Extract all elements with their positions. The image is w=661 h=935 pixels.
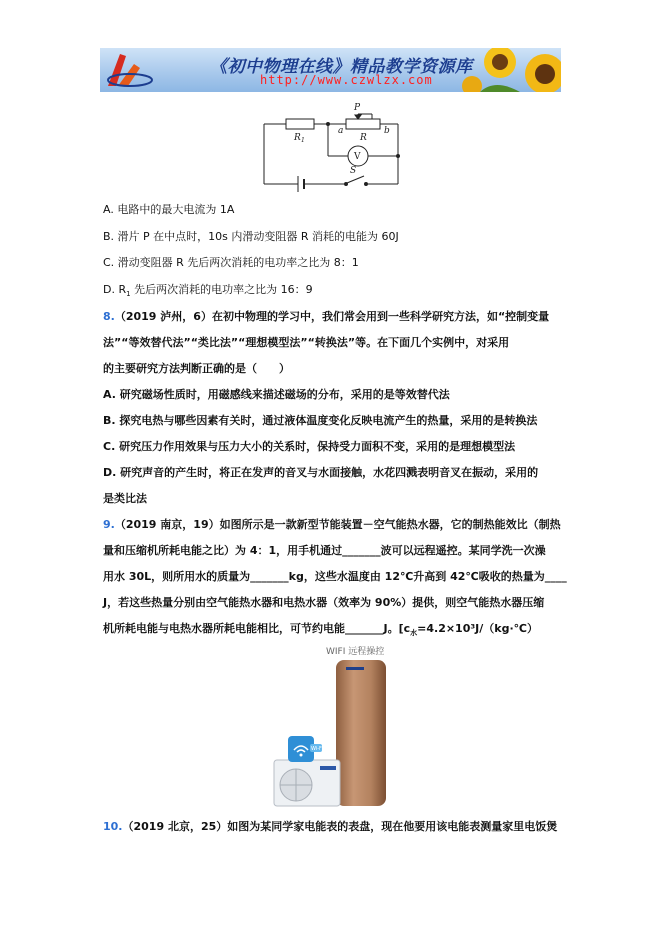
logo-icon [108,54,152,86]
q8-source: （2019 泸州，6） [114,310,212,323]
q10-number: 10. [103,820,123,833]
q10-source: （2019 北京，25） [122,820,228,833]
heater-caption: WIFI 远程操控 [326,647,385,657]
label-r1-sub: 1 [301,137,305,144]
q7-option-d [103,283,563,301]
switch [347,176,364,183]
label-s: S [350,166,357,176]
q10-line-1 [103,820,563,834]
label-r: R [360,133,367,143]
q9-source: （2019 南京，19） [114,518,220,531]
q8-option-a: A. 研究磁场性质时，用磁感线来描述磁场的分布，采用的是等效替代法 [103,388,450,401]
q7-option-d-sub: 1 [126,290,131,299]
q7-option-b: B. 滑片 P 在中点时，10s 内滑动变阻器 R 消耗的电能为 60J [103,230,399,243]
label-b: b [384,126,390,136]
label-v: V [354,152,361,162]
q9-line-1 [103,518,563,532]
q8-option-c: C. 研究压力作用效果与压力大小的关系时，保持受力面积不变，采用的是理想模型法 [103,440,516,453]
rheostat-r [346,119,380,129]
banner-title: 《初中物理在线》精品教学资源库 [210,57,473,77]
q9-sub-water: 水 [410,629,418,638]
q9-line-3: 用水 30L，则所用水的质量为_______kg，这些水温度由 12℃升高到 42℃吸收的热量为____ [103,570,567,583]
q9-line-2: 量和压缩机所耗电能之比）为 4：1，用手机通过_______波可以远程遥控。某同学洗一次澡 [103,544,546,557]
wifi-phone-icon [288,736,323,762]
q8-line-1 [103,310,563,324]
header-banner [100,48,561,92]
banner-url[interactable]: http://www.czwlzx.com [260,73,433,87]
q7-option-d-prefix: D. R [103,283,127,296]
wifi-label: Wi-Fi [311,746,323,752]
q9-text-5: 机所耗电能与电热水器所耗电能相比，可节约电能_______J。[c [103,622,411,635]
q8-option-b: B. 探究电热与哪些因素有关时，通过液体温度变化反映电流产生的热量，采用的是转换法 [103,414,538,427]
q8-option-d-2: 是类比法 [103,492,147,505]
q10-text-1: 如图为某同学家电能表的表盘，现在他要用该电能表测量家里电饭煲 [227,820,558,833]
q9-text-5-tail: =4.2×10³J/（kg·℃） [417,622,538,635]
q9-line-4: J，若这些热量分别由空气能热水器和电热水器（效率为 90%）提供，则空气能热水器压缩 [103,596,545,609]
label-a: a [338,126,344,136]
q8-line-3: 的主要研究方法判断正确的是（ ） [103,362,290,375]
heater-image [258,640,458,810]
q7-option-a: A. 电路中的最大电流为 1A [103,203,235,216]
circuit-diagram [258,100,408,192]
resistor-r1 [286,119,314,129]
q9-number: 9. [103,518,115,531]
label-r1: R [294,133,301,143]
q9-line-5 [103,622,563,640]
q7-option-d-rest: 先后两次消耗的电功率之比为 16：9 [130,283,313,296]
water-tank [336,660,386,806]
q7-option-c: C. 滑动变阻器 R 先后两次消耗的电功率之比为 8：1 [103,256,359,269]
q8-text-1: 在初中物理的学习中，我们常会用到一些科学研究方法，如“控制变量 [211,310,550,323]
sunflower-image [462,48,561,92]
heater-figure [258,640,458,810]
label-p: P [354,103,361,113]
q8-option-d-1: D. 研究声音的产生时，将正在发声的音叉与水面接触，水花四溅表明音叉在振动，采用的 [103,466,539,479]
q8-line-2: 法”“等效替代法”“类比法”“理想模型法”“转换法”等。在下面几个实例中，对采用 [103,336,510,349]
q8-number: 8. [103,310,115,323]
q9-text-1: 如图所示是一款新型节能装置－空气能热水器，它的制热能效比（制热 [219,518,561,531]
